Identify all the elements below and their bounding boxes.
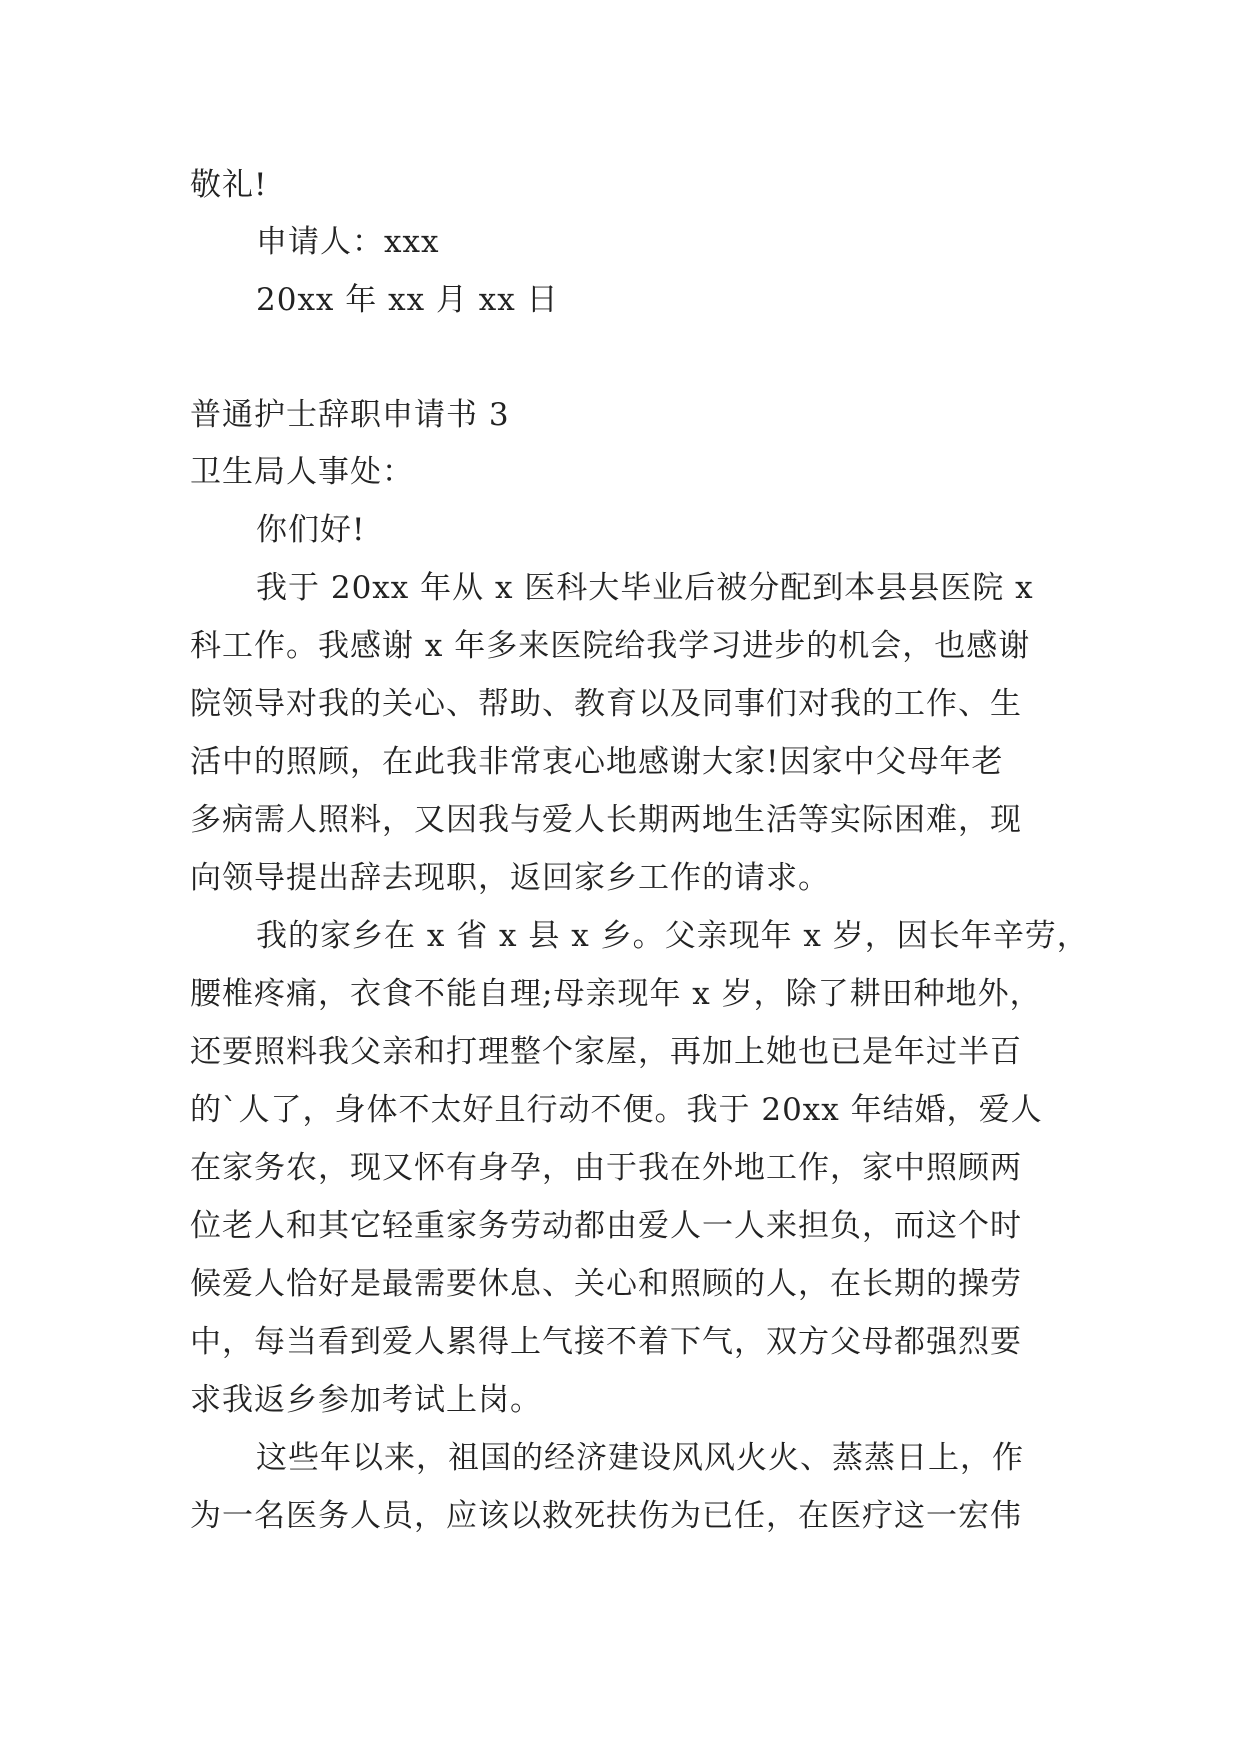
body-line: 多病需人照料，又因我与爱人长期两地生活等实际困难，现 (190, 802, 1022, 838)
greeting-line: 你们好! (256, 512, 366, 548)
applicant-signature: 申请人：xxx (256, 224, 440, 260)
body-line: 求我返乡参加考试上岗。 (190, 1382, 542, 1418)
body-line: 位老人和其它轻重家务劳动都由爱人一人来担负，而这个时 (190, 1208, 1022, 1244)
body-line: 在家务农，现又怀有身孕，由于我在外地工作，家中照顾两 (190, 1150, 1022, 1186)
body-line: 还要照料我父亲和打理整个家屋，再加上她也已是年过半百 (190, 1034, 1022, 1070)
body-line: 向领导提出辞去现职，返回家乡工作的请求。 (190, 860, 830, 896)
body-line: 这些年以来，祖国的经济建设风风火火、蒸蒸日上，作 (256, 1440, 1024, 1476)
body-line: 的`人了，身体不太好且行动不便。我于 20xx 年结婚，爱人 (190, 1092, 1043, 1128)
body-line: 活中的照顾，在此我非常衷心地感谢大家!因家中父母年老 (190, 744, 1004, 780)
body-line: 候爱人恰好是最需要休息、关心和照顾的人，在长期的操劳 (190, 1266, 1022, 1302)
body-line: 我的家乡在 x 省 x 县 x 乡。父亲现年 x 岁，因长年辛劳， (256, 918, 1089, 954)
letter-date: 20xx 年 xx 月 xx 日 (256, 282, 559, 318)
body-line: 院领导对我的关心、帮助、教育以及同事们对我的工作、生 (190, 686, 1022, 722)
section-title: 普通护士辞职申请书 3 (190, 397, 510, 433)
body-line: 为一名医务人员，应该以救死扶伤为已任，在医疗这一宏伟 (190, 1498, 1022, 1534)
closing-salutation: 敬礼! (190, 167, 268, 203)
body-line: 我于 20xx 年从 x 医科大毕业后被分配到本县县医院 x (256, 570, 1034, 606)
recipient-line: 卫生局人事处： (190, 454, 414, 490)
body-line: 腰椎疼痛，衣食不能自理;母亲现年 x 岁，除了耕田种地外， (190, 976, 1042, 1012)
body-line: 科工作。我感谢 x 年多来医院给我学习进步的机会，也感谢 (190, 628, 1031, 664)
body-line: 中，每当看到爱人累得上气接不着下气，双方父母都强烈要 (190, 1324, 1022, 1360)
